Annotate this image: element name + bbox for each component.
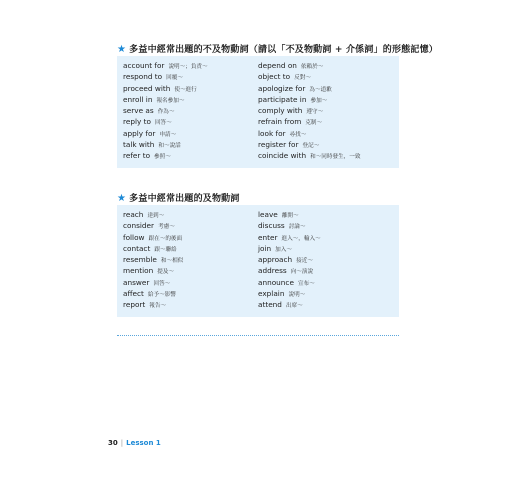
- vocab-english: participate in: [258, 94, 307, 104]
- vocab-english: serve as: [123, 106, 154, 116]
- vocab-chinese: 參照～: [154, 154, 171, 161]
- vocab-row: [258, 128, 360, 139]
- vocab-row: [258, 299, 321, 310]
- vocab-english: affect: [123, 289, 144, 299]
- vocab-row: [123, 299, 183, 310]
- section2-title-text: 多益中經常出題的及物動詞: [129, 194, 240, 204]
- vocab-chinese: 出席～: [285, 303, 303, 310]
- vocab-english: object to: [258, 72, 291, 82]
- vocab-english: enroll in: [123, 94, 153, 104]
- vocab-english: look for: [258, 128, 286, 138]
- vocab-chinese: 提及～: [157, 269, 174, 276]
- vocab-english: refer to: [123, 151, 151, 161]
- vocab-english: announce: [258, 277, 294, 287]
- vocab-english: talk with: [123, 140, 155, 150]
- vocab-english: consider: [123, 221, 155, 231]
- vocab-row: [123, 265, 183, 276]
- vocab-english: respond to: [123, 72, 163, 82]
- lesson-label: Lesson 1: [126, 439, 161, 447]
- section2-vocab-box: [117, 205, 399, 317]
- vocab-chinese: 說明～；負責～: [168, 64, 208, 70]
- vocab-chinese: 作為～: [157, 109, 175, 116]
- vocab-chinese: 登記～: [302, 143, 320, 150]
- dotted-divider: [117, 335, 399, 336]
- vocab-row: [258, 139, 360, 150]
- vocab-english: follow: [123, 232, 145, 242]
- vocab-english: leave: [258, 210, 278, 219]
- page-number: 30: [108, 439, 118, 447]
- vocab-row: [258, 243, 321, 254]
- vocab-chinese: 和～說話: [158, 143, 181, 150]
- vocab-row: [123, 94, 208, 105]
- vocab-english: reply to: [123, 117, 151, 127]
- section1-right-column: [258, 60, 360, 162]
- star-icon: ★: [117, 44, 127, 55]
- vocab-chinese: 說明～: [288, 292, 306, 299]
- vocab-english: approach: [258, 255, 293, 265]
- vocab-row: [258, 60, 360, 71]
- vocab-row: [123, 150, 208, 161]
- vocab-row: [258, 71, 360, 82]
- section2-title: [117, 191, 240, 204]
- vocab-row: [123, 220, 183, 231]
- vocab-english: refrain from: [258, 117, 302, 127]
- vocab-chinese: 跟在～的後面: [148, 235, 183, 242]
- vocab-row: [123, 277, 183, 288]
- vocab-chinese: 和～相似: [160, 258, 184, 265]
- vocab-chinese: 給予～影響: [147, 292, 176, 299]
- vocab-chinese: 回答～: [154, 120, 172, 127]
- page-footer: [108, 439, 161, 447]
- vocab-chinese: 進入～，輸入～: [281, 235, 321, 242]
- vocab-english: answer: [123, 277, 150, 287]
- vocab-row: [123, 128, 208, 139]
- vocab-row: [123, 254, 183, 265]
- vocab-row: [258, 116, 360, 127]
- vocab-chinese: 接近～: [296, 258, 313, 265]
- vocab-english: mention: [123, 266, 154, 276]
- vocab-row: [123, 105, 208, 116]
- vocab-english: depend on: [258, 61, 297, 70]
- vocab-english: discuss: [258, 221, 285, 231]
- vocab-chinese: 向～演說: [290, 269, 314, 276]
- vocab-chinese: 達到～: [147, 213, 165, 219]
- vocab-english: resemble: [123, 255, 157, 265]
- section1-title: [117, 42, 438, 55]
- vocab-row: [258, 105, 360, 116]
- vocab-chinese: 回答～: [153, 280, 171, 287]
- vocab-english: report: [123, 300, 146, 310]
- vocab-english: apply for: [123, 128, 156, 138]
- vocab-row: [123, 71, 208, 82]
- vocab-chinese: 報名參加～: [156, 97, 185, 104]
- vocab-english: attend: [258, 300, 282, 310]
- vocab-english: coincide with: [258, 151, 307, 161]
- vocab-row: [258, 288, 321, 299]
- vocab-chinese: 宣布～: [297, 280, 315, 287]
- vocab-row: [123, 209, 183, 220]
- vocab-row: [258, 220, 321, 231]
- vocab-row: [258, 209, 321, 220]
- vocab-row: [258, 277, 321, 288]
- section1-vocab-box: [117, 56, 399, 168]
- vocab-row: [123, 139, 208, 150]
- vocab-chinese: 尋找～: [289, 131, 307, 138]
- vocab-row: [258, 254, 321, 265]
- section2-left-column: [123, 209, 183, 311]
- vocab-english: register for: [258, 140, 299, 150]
- vocab-row: [123, 232, 183, 243]
- vocab-row: [123, 288, 183, 299]
- vocab-row: [123, 60, 208, 71]
- vocab-chinese: 遵守～: [306, 109, 324, 116]
- vocab-english: comply with: [258, 106, 303, 116]
- vocab-chinese: 使～進行: [174, 86, 197, 93]
- vocab-chinese: 考慮～: [158, 224, 175, 231]
- vocab-chinese: 參加～: [310, 97, 328, 104]
- vocab-english: join: [258, 243, 272, 253]
- vocab-chinese: 跟～聯絡: [154, 246, 177, 253]
- vocab-chinese: 為～道歉: [309, 86, 332, 93]
- vocab-row: [123, 116, 208, 127]
- vocab-chinese: 申請～: [159, 131, 177, 138]
- vocab-chinese: 反對～: [294, 75, 311, 82]
- vocab-chinese: 回覆～: [166, 75, 183, 82]
- vocab-chinese: 加入～: [275, 246, 292, 253]
- vocab-chinese: 克制～: [305, 120, 323, 127]
- vocab-english: enter: [258, 232, 278, 242]
- vocab-english: account for: [123, 61, 165, 70]
- section2-right-column: [258, 209, 321, 311]
- vocab-row: [258, 94, 360, 105]
- vocab-chinese: 離開～: [281, 213, 299, 219]
- vocab-english: proceed with: [123, 83, 171, 93]
- section1-left-column: [123, 60, 208, 162]
- vocab-english: address: [258, 266, 287, 276]
- vocab-row: [258, 150, 360, 161]
- vocab-row: [258, 232, 321, 243]
- vocab-chinese: 和～同時發生，一致: [310, 154, 361, 161]
- section1-title-text: 多益中經常出題的不及物動詞（請以「不及物動詞 + 介係詞」的形態記憶）: [129, 45, 438, 55]
- vocab-english: contact: [123, 243, 151, 253]
- vocab-row: [258, 83, 360, 94]
- vocab-row: [123, 83, 208, 94]
- star-icon: ★: [117, 193, 127, 204]
- footer-separator: |: [120, 439, 124, 447]
- vocab-english: explain: [258, 289, 285, 299]
- vocab-chinese: 依賴於～: [300, 64, 324, 70]
- vocab-row: [258, 265, 321, 276]
- vocab-chinese: 討論～: [288, 224, 306, 231]
- vocab-english: apologize for: [258, 83, 306, 93]
- vocab-row: [123, 243, 183, 254]
- vocab-chinese: 報告～: [149, 303, 167, 310]
- vocab-english: reach: [123, 210, 144, 219]
